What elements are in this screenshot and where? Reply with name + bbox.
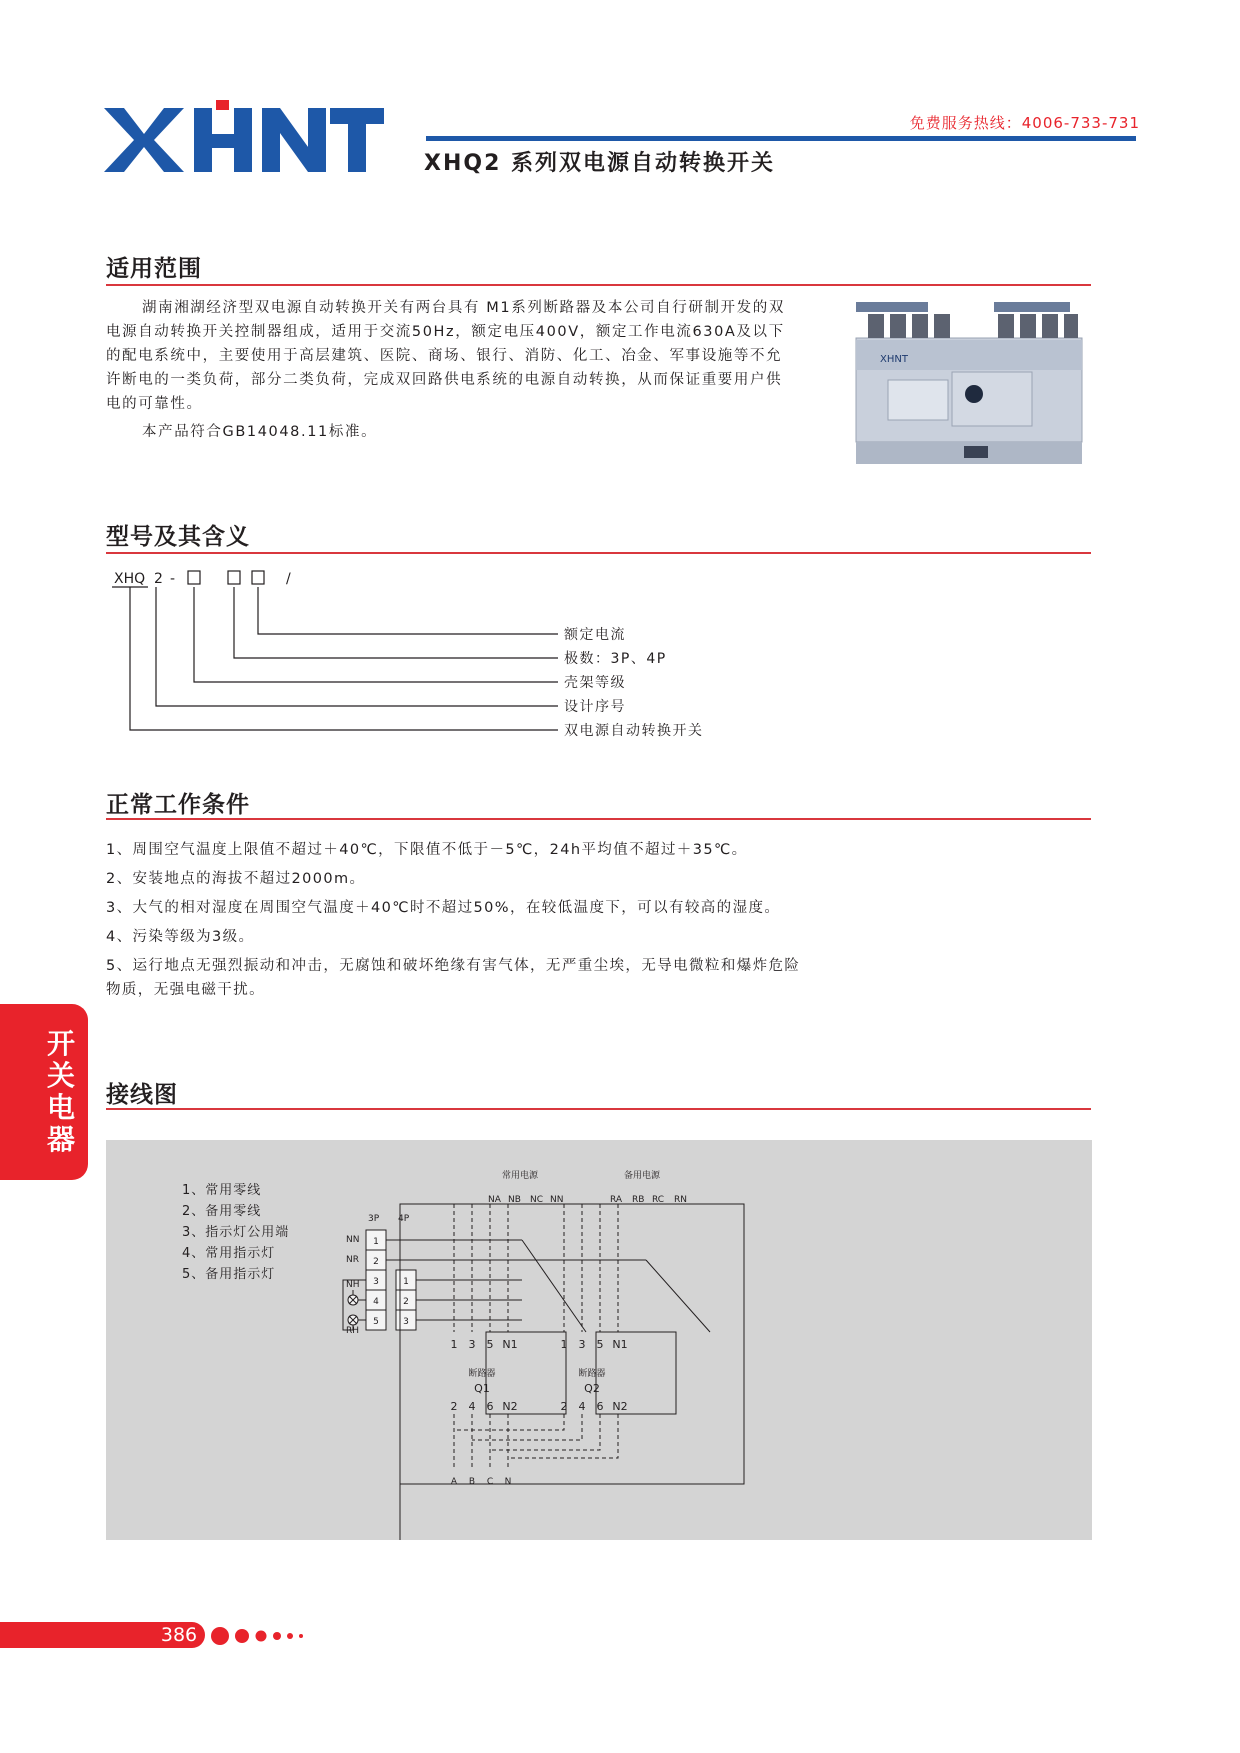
legend-item: 4、常用指示灯 <box>182 1246 276 1261</box>
service-hotline: 免费服务热线：4006-733-731 <box>909 114 1140 132</box>
terminal-3p-1: 1 <box>373 1237 379 1247</box>
q2-bottom-terminal: 2 <box>560 1400 568 1413</box>
side-label-nr: NR <box>346 1255 359 1265</box>
section-title-wiring: 接线图 <box>106 1082 178 1108</box>
q2-breaker-label: 断路器 <box>578 1369 606 1379</box>
q2-bottom-terminal: N2 <box>612 1400 628 1413</box>
section-rule-wiring <box>106 1108 1091 1110</box>
code-part-slash: / <box>286 571 291 587</box>
output-n: N <box>504 1477 512 1487</box>
output-c: C <box>486 1477 494 1487</box>
scope-paragraph-1: 湖南湘湖经济型双电源自动转换开关有两台具有 M1系列断路器及本公司自行研制开发的双电源自动转换开关控制器组成，适用于交流50Hz，额定电压400V，额定工作电流630A及以下的配电系统中，主要使用于高层建筑、医院、商场、银行、消防、化工、冶金、军事设施等不允许断电的一类负荷，部分二类负荷，完成双回路供电系统的电源自动转换，从而保证重要用户供电的可靠性。 <box>106 300 785 412</box>
q1-bottom-terminal: 6 <box>486 1400 494 1413</box>
q1-bottom-terminal: 2 <box>450 1400 458 1413</box>
terminal-3p-3: 3 <box>373 1277 379 1287</box>
side-label-nh: NH <box>346 1280 360 1290</box>
condition-item: 4、污染等级为3级。 <box>106 929 255 945</box>
terminal-nb: NB <box>508 1195 521 1205</box>
section-title-model: 型号及其含义 <box>106 524 250 550</box>
category-side-tab <box>0 1004 88 1180</box>
terminal-na: NA <box>488 1195 501 1205</box>
q1-bottom-terminal: 4 <box>468 1400 476 1413</box>
q1-top-terminal: 3 <box>468 1338 476 1351</box>
condition-item: 3、大气的相对湿度在周围空气温度＋40℃时不超过50%，在较低温度下，可以有较高的湿度。 <box>106 900 781 916</box>
normal-source-label: 常用电源 <box>502 1171 539 1181</box>
terminal-3p-4: 4 <box>373 1297 379 1307</box>
terminal-4p-1: 1 <box>403 1277 409 1287</box>
svg-text:XHNT: XHNT <box>880 354 908 365</box>
terminal-rc: RC <box>652 1195 665 1205</box>
side-label-nn: NN <box>346 1235 360 1245</box>
legend-item: 5、备用指示灯 <box>182 1267 276 1282</box>
terminal-rn: RN <box>674 1195 687 1205</box>
scope-paragraph-2: 本产品符合GB14048.11标准。 <box>142 424 378 440</box>
terminal-ra: RA <box>610 1195 623 1205</box>
terminal-3p-2: 2 <box>373 1257 379 1267</box>
section-rule-conditions <box>106 818 1091 820</box>
q2-bottom-terminal: 6 <box>596 1400 604 1413</box>
meaning-frame: 壳架等级 <box>564 675 626 691</box>
meaning-rated-current: 额定电流 <box>564 627 626 643</box>
col-3p: 3P <box>368 1214 380 1224</box>
q2-top-terminal: 1 <box>560 1338 568 1351</box>
terminal-4p-2: 2 <box>403 1297 409 1307</box>
scope-text <box>106 296 794 444</box>
logo-red-dot <box>216 100 229 110</box>
q2-top-terminal: 5 <box>596 1338 604 1351</box>
code-part-design: 2 <box>154 571 163 587</box>
legend-item: 3、指示灯公用端 <box>182 1225 290 1240</box>
legend-item: 1、常用零线 <box>182 1183 262 1198</box>
output-a: A <box>450 1477 458 1487</box>
section-title-scope: 适用范围 <box>106 256 202 282</box>
q1-label: Q1 <box>474 1382 490 1395</box>
condition-item: 1、周围空气温度上限值不超过＋40℃，下限值不低于－5℃，24h平均值不超过＋35℃。 <box>106 842 748 858</box>
wiring-diagram <box>106 1140 1092 1540</box>
output-b: B <box>468 1477 476 1487</box>
terminal-nc: NC <box>530 1195 544 1205</box>
q1-top-terminal: 1 <box>450 1338 458 1351</box>
q1-bottom-terminal: N2 <box>502 1400 518 1413</box>
section-rule-scope <box>106 284 1091 286</box>
page-number: 386 <box>160 1624 198 1646</box>
q1-top-terminal: N1 <box>502 1338 518 1351</box>
col-4p: 4P <box>398 1214 410 1224</box>
terminal-rb: RB <box>632 1195 645 1205</box>
code-box-frame <box>188 571 200 584</box>
condition-item: 5、运行地点无强烈振动和冲击，无腐蚀和破坏绝缘有害气体，无严重尘埃，无导电微粒和爆炸危险物质，无强电磁干扰。 <box>106 958 801 998</box>
meaning-product: 双电源自动转换开关 <box>564 723 704 739</box>
xhnt-logo <box>104 100 384 180</box>
meaning-design-number: 设计序号 <box>564 699 626 715</box>
q2-label: Q2 <box>584 1382 600 1395</box>
section-title-conditions: 正常工作条件 <box>106 792 250 818</box>
code-part-series: XHQ <box>114 571 146 587</box>
header-rule <box>426 136 1136 141</box>
q2-top-terminal: N1 <box>612 1338 628 1351</box>
side-label-rh: RH <box>346 1326 360 1336</box>
code-part-dash: - <box>170 571 176 587</box>
document-title: XHQ2 系列双电源自动转换开关 <box>424 151 776 176</box>
terminal-3p-5: 5 <box>373 1317 379 1327</box>
q2-top-terminal: 3 <box>578 1338 586 1351</box>
legend-item: 2、备用零线 <box>182 1204 262 1219</box>
q1-breaker-label: 断路器 <box>468 1369 496 1379</box>
condition-item: 2、安装地点的海拔不超过2000m。 <box>106 871 366 887</box>
model-code-diagram <box>106 566 746 746</box>
code-box-current <box>252 571 264 584</box>
product-photo <box>848 300 1090 470</box>
code-box-poles <box>228 571 240 584</box>
meaning-poles: 极数：3P、4P <box>564 651 667 667</box>
terminal-4p-3: 3 <box>403 1317 409 1327</box>
conditions-list <box>106 838 806 1007</box>
footer-dots <box>210 1626 320 1646</box>
side-tab-label: 开关电器 <box>46 1027 75 1156</box>
q1-top-terminal: 5 <box>486 1338 494 1351</box>
section-rule-model <box>106 552 1091 554</box>
terminal-nn: NN <box>550 1195 564 1205</box>
backup-source-label: 备用电源 <box>624 1171 661 1181</box>
q2-bottom-terminal: 4 <box>578 1400 586 1413</box>
